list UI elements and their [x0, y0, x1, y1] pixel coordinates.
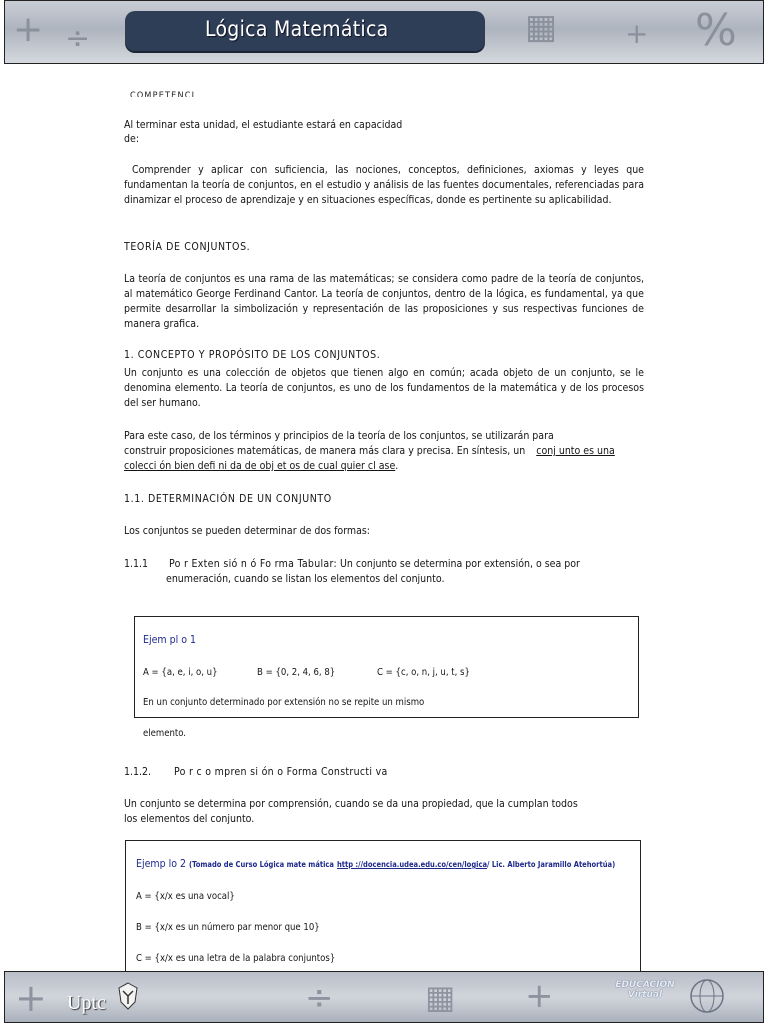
example-2-set-a: A = {x/x es una vocal}: [136, 891, 235, 902]
example-1-note-continued: elemento.: [143, 728, 187, 739]
divide-icon-footer: ÷: [305, 978, 334, 1018]
header-title: Lógica Matemática: [205, 17, 389, 41]
plus-icon-right: +: [625, 17, 649, 50]
educacion-virtual-logo: [605, 980, 685, 1000]
plus-icon: +: [13, 9, 44, 50]
example-1-label: Ejem pl o 1: [143, 634, 197, 646]
teoria-paragraph: La teoría de conjuntos es una rama de las matemáticas; se considera como padre de la teoría de conjuntos, al matemático George Ferdinand Cantor. La teoría de conjuntos, dentro de la lógica, es fundamental, ya que permite desarrollar la simbolización y representación de las proposiciones y sus respectivas funciones de manera grafica.: [124, 273, 644, 330]
comprension-paragraph-line-1: Un conjunto se determina por comprensión, cuando se da una propiedad, que la cumplan todos: [124, 798, 578, 810]
header-banner: [4, 0, 764, 64]
concepto-line-2-text: construir proposiciones matemáticas, de manera más clara y precisa. En síntesis, un: [124, 445, 526, 457]
example-2-header: [136, 857, 636, 872]
example-1-set-c: C = {c, o, n, j, u, t, s}: [377, 667, 470, 678]
example-1-set-b: B = {0, 2, 4, 6, 8}: [257, 667, 336, 678]
intro-line-1: Al terminar esta unidad, el estudiante estará en capacidad: [124, 119, 403, 131]
competencia-heading: COMPETENCI: [130, 91, 196, 97]
example-2-source-prefix: (Tomado de Curso Lógica mate mática: [189, 860, 334, 869]
brand-line-1: EDUCACIÓN: [615, 980, 675, 990]
concepto-paragraph-1: Un conjunto es una colección de objetos que tienen algo en común; acada objeto de un conjunto, se le denomina elemento. La teoría de conjuntos, es uno de los fundamentos de la matemática y de los procesos del ser humano.: [124, 367, 644, 409]
intro-paragraph: Comprender y aplicar con suficiencia, las nociones, conceptos, definiciones, axiomas y leyes que fundamentan la teoría de conjuntos, en el estudio y análisis de las fuentes documentales, referenciadas para dinamizar el proceso de aprendizaje y en situaciones específicas, donde es pertinente su aplicabilidad.: [124, 164, 644, 206]
example-2-set-c: C = {x/x es una letra de la palabra conjuntos}: [136, 953, 336, 964]
concepto-paragraph-2-line-2: [124, 444, 644, 459]
concepto-paragraph-2-line-3: [124, 459, 398, 474]
extension-item-text-1: Un conjunto se determina por extensión, o sea por: [339, 558, 580, 570]
determinacion-intro: Los conjuntos se pueden determinar de dos formas:: [124, 525, 370, 537]
comprension-number: 1.1.2.: [124, 766, 152, 778]
footer-banner: [4, 971, 764, 1023]
uptc-logo: Uptc: [67, 992, 106, 1014]
example-1-set-a: A = {a, e, i, o, u}: [143, 667, 218, 678]
percent-icon: %: [695, 5, 737, 56]
calculator-icon-footer: ▦: [425, 978, 456, 1016]
example-2-set-b: B = {x/x es un número par menor que 10}: [136, 922, 320, 933]
eagle-shield-icon: [117, 982, 139, 1010]
globe-icon: [687, 976, 727, 1016]
plus-icon-footer-2: +: [525, 976, 554, 1016]
example-1-note: En un conjunto determinado por extensión no se repite un mismo: [143, 697, 425, 708]
definition-period: .: [395, 460, 399, 472]
determinacion-heading: 1.1. DETERMINACIÓN DE UN CONJUNTO: [124, 493, 332, 505]
example-2-source-suffix: / Lic. Alberto Jaramillo Atehortúa): [487, 860, 616, 869]
definition-link-part-1[interactable]: conj unto es una: [536, 445, 615, 457]
extension-item-title: Po r Exten sió n ó Fo rma Tabular:: [169, 558, 337, 570]
brand-line-2: Virtual: [627, 990, 663, 1000]
example-1-box: [134, 616, 639, 718]
extension-item-number: 1.1.1: [124, 558, 149, 570]
comprension-paragraph-line-2: los elementos del conjunto.: [124, 813, 255, 825]
definition-link-part-2[interactable]: colecci ón bien defi ni da de obj et os de cual quier cl ase: [124, 460, 396, 472]
concepto-heading: 1. CONCEPTO Y PROPÓSITO DE LOS CONJUNTOS.: [124, 349, 381, 361]
example-2-source-link[interactable]: http ://docencia.udea.edu.co/cen/logica: [336, 860, 488, 869]
plus-icon-footer: +: [15, 976, 47, 1020]
calculator-icon: ▦: [525, 7, 558, 47]
comprension-item: [124, 765, 388, 780]
minus-icon: ÷: [65, 21, 91, 56]
example-2-box: [125, 840, 641, 976]
concepto-paragraph-2-line-1: Para este caso, de los términos y principios de la teoría de los conjuntos, se utilizarán para: [124, 430, 554, 442]
extension-item-text-2: enumeración, cuando se listan los elementos del conjunto.: [166, 573, 445, 585]
teoria-heading: TEORÍA DE CONJUNTOS.: [124, 241, 251, 253]
comprension-title: Po r c o mpren si ón o Forma Constructi va: [174, 766, 388, 778]
example-2-label: Ejemp lo 2: [136, 858, 187, 870]
extension-item-line-1: [124, 557, 644, 572]
intro-line-2: de:: [124, 133, 139, 145]
